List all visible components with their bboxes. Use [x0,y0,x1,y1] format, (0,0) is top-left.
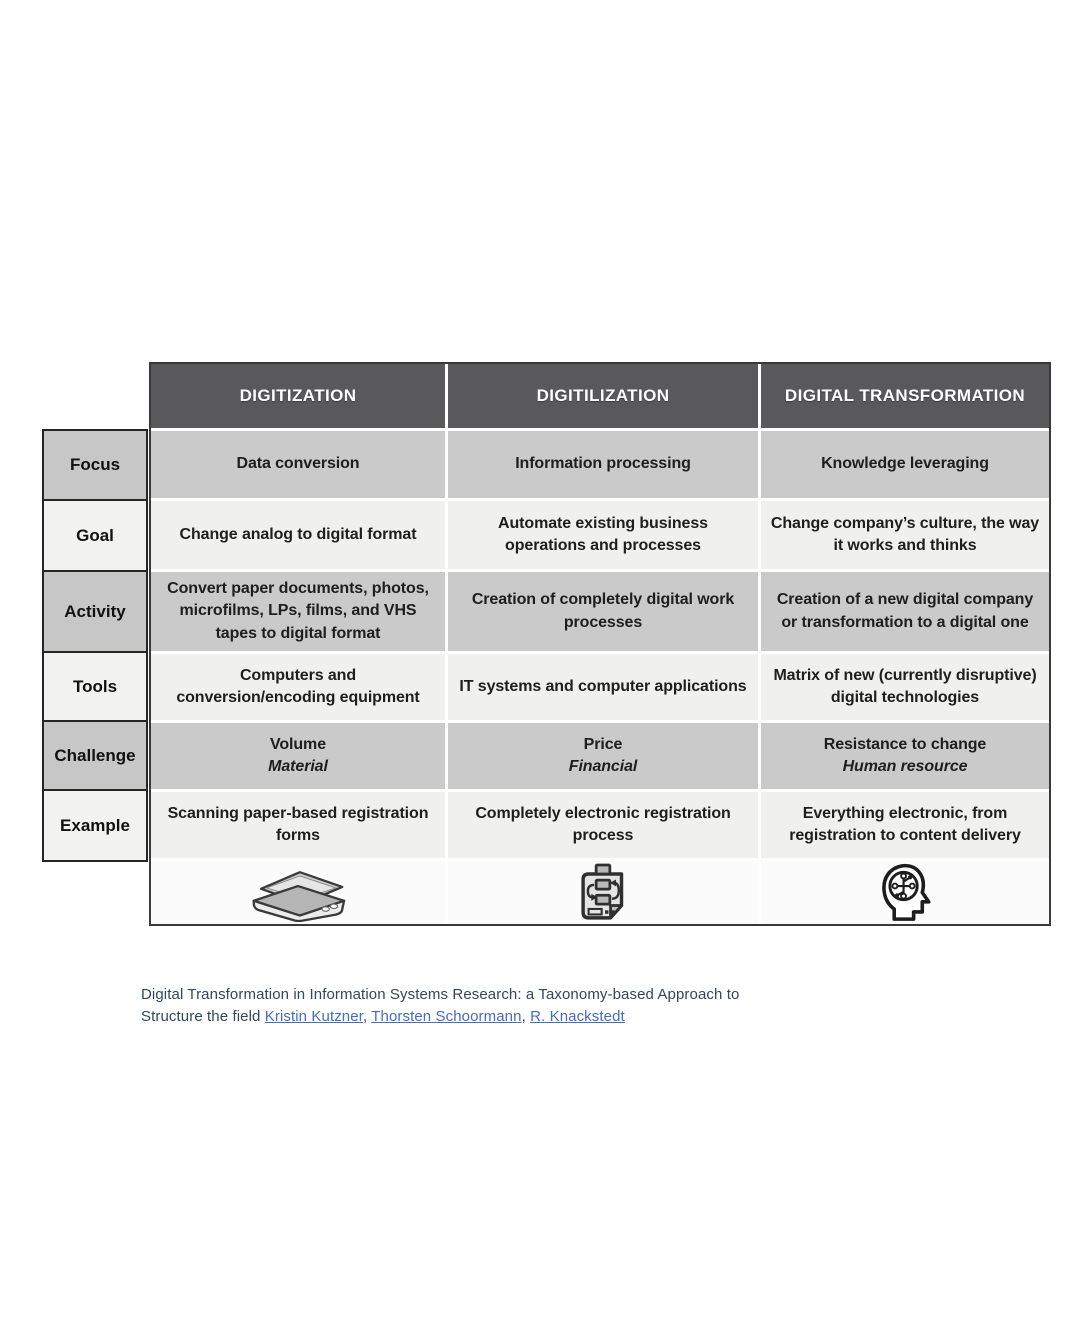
cell-activity-digitilization: Creation of completely digital work processes [448,572,758,651]
citation-author-link-1[interactable]: Kristin Kutzner [264,1007,363,1025]
column-header-digital-transformation: DIGITAL TRANSFORMATION [761,364,1049,428]
row-label-column [42,429,148,862]
cell-example-digitilization: Completely electronic registration process [448,792,758,858]
cell-goal-digitilization: Automate existing business operations and processes [448,501,758,569]
challenge-sub: Financial [568,758,638,775]
scanner-icon [242,863,354,922]
cell-focus-digitization: Data conversion [151,431,445,498]
cell-challenge-digitilization [448,723,758,789]
row-label-example: Example [42,791,148,862]
cell-focus-digitilization: Information processing [448,431,758,498]
column-header-digitization: DIGITIZATION [151,364,445,428]
citation-author-link-3[interactable]: R. Knackstedt [530,1007,625,1025]
citation-author-link-2[interactable]: Thorsten Schoormann [371,1007,522,1025]
cell-goal-digitization: Change analog to digital format [151,501,445,569]
column-header-digitilization: DIGITILIZATION [448,364,758,428]
citation-title: Digital Transformation in Information Systems Research: a Taxonomy-based Approach to Structure the field [141,986,740,1025]
process-automation-document-icon [566,863,640,922]
cell-tools-digitilization: IT systems and computer applications [448,654,758,720]
cell-activity-digitization: Convert paper documents, photos, microfilms, LPs, films, and VHS tapes to digital format [151,572,445,651]
icon-cell-digitization [151,861,445,924]
cell-tools-digitization: Computers and conversion/encoding equipment [151,654,445,720]
icon-cell-digital-transformation [761,861,1049,924]
citation [141,984,793,1027]
challenge-main: Resistance to change [823,735,987,753]
citation-separator: , [362,1007,368,1025]
cell-goal-digital-transformation: Change company’s culture, the way it works and thinks [761,501,1049,569]
cell-activity-digital-transformation: Creation of a new digital company or transformation to a digital one [761,572,1049,651]
challenge-main: Price [583,735,623,753]
row-label-activity: Activity [42,572,148,653]
head-circuit-brain-icon [868,863,942,922]
cell-challenge-digital-transformation [761,723,1049,789]
cell-challenge-digitization [151,723,445,789]
comparison-table [149,362,1051,926]
cell-example-digitization: Scanning paper-based registration forms [151,792,445,858]
challenge-sub: Human resource [842,758,968,775]
icon-cell-digitilization [448,861,758,924]
cell-tools-digital-transformation: Matrix of new (currently disruptive) digital technologies [761,654,1049,720]
cell-focus-digital-transformation: Knowledge leveraging [761,431,1049,498]
cell-example-digital-transformation: Everything electronic, from registration to content delivery [761,792,1049,858]
challenge-sub: Material [268,758,328,775]
citation-separator: , [521,1007,526,1025]
row-label-tools: Tools [42,653,148,722]
challenge-main: Volume [269,735,326,753]
row-label-challenge: Challenge [42,722,148,791]
row-label-focus: Focus [42,429,148,501]
row-label-goal: Goal [42,501,148,572]
